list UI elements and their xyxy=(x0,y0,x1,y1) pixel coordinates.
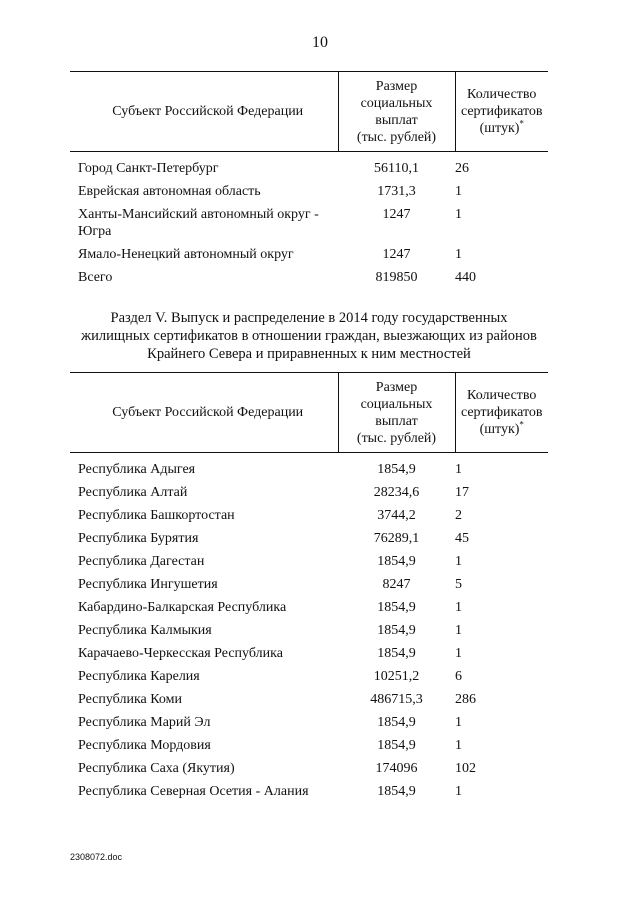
table-row xyxy=(70,711,548,734)
payment-amount-cell: 1854,9 xyxy=(377,784,416,799)
section-heading-line: Крайнего Севера и приравненных к ним местностей xyxy=(147,346,471,362)
payment-amount-cell: 3744,2 xyxy=(377,508,416,523)
table-row xyxy=(70,180,548,203)
certificate-count-cell: 102 xyxy=(455,761,476,776)
table-row xyxy=(70,734,548,757)
header-payment-line: Размер xyxy=(375,78,418,94)
table-row xyxy=(70,619,548,642)
payment-amount-cell: 8247 xyxy=(382,577,411,592)
certificates-table-2 xyxy=(70,372,548,803)
certificate-count-cell: 440 xyxy=(455,270,476,285)
subject-name-cell: Республика Марий Эл xyxy=(78,715,211,730)
section-heading-line: жилищных сертификатов в отношении граждан, выезжающих из районов xyxy=(81,328,537,344)
header-payment-line: социальных xyxy=(360,396,433,412)
header-subject: Субъект Российской Федерации xyxy=(70,72,338,152)
table-row xyxy=(70,527,548,550)
payment-amount-cell: 1854,9 xyxy=(377,738,416,753)
payment-amount-cell: 819850 xyxy=(375,270,418,285)
certificate-count-cell: 1 xyxy=(455,646,462,661)
header-count-line xyxy=(456,421,549,438)
certificate-count-cell: 45 xyxy=(455,531,469,546)
header-payment xyxy=(338,373,455,453)
subject-name-cell: Республика Алтай xyxy=(78,485,188,500)
subject-name-cell: Республика Дагестан xyxy=(78,554,205,569)
subject-name-cell: Город Санкт-Петербург xyxy=(78,161,219,176)
table-row xyxy=(70,266,548,289)
table-row xyxy=(70,688,548,711)
subject-name-cell: Республика Калмыкия xyxy=(78,623,212,638)
certificate-count-cell: 6 xyxy=(455,669,462,684)
certificate-count-cell: 5 xyxy=(455,577,462,592)
subject-name-cell: Ямало-Ненецкий автономный округ xyxy=(78,247,294,262)
subject-name-cell: Республика Саха (Якутия) xyxy=(78,761,235,776)
subject-name-cell: Республика Мордовия xyxy=(78,738,211,753)
table-row xyxy=(70,573,548,596)
subject-name-cell: Республика Бурятия xyxy=(78,531,199,546)
table-row xyxy=(70,453,548,482)
table-header-row xyxy=(70,373,548,453)
header-count xyxy=(455,72,548,152)
section-heading xyxy=(70,309,548,363)
certificate-count-cell: 17 xyxy=(455,485,469,500)
certificate-count-cell: 26 xyxy=(455,161,469,176)
header-payment-line: социальных xyxy=(360,95,433,111)
payment-amount-cell: 1854,9 xyxy=(377,600,416,615)
payment-amount-cell: 1854,9 xyxy=(377,715,416,730)
table-row xyxy=(70,550,548,573)
header-payment-line: выплат xyxy=(375,413,418,429)
table-row xyxy=(70,665,548,688)
table-row xyxy=(70,780,548,803)
header-payment xyxy=(338,72,455,152)
certificate-count-cell: 286 xyxy=(455,692,476,707)
subject-name-cell: Республика Коми xyxy=(78,692,182,707)
header-payment-line: выплат xyxy=(375,112,418,128)
certificate-count-cell: 1 xyxy=(455,207,462,222)
subject-name-cell: Ханты-Мансийский автономный округ - Югра xyxy=(78,207,319,239)
table-row xyxy=(70,596,548,619)
subject-name-cell: Республика Северная Осетия - Алания xyxy=(78,784,309,799)
footnote-mark: * xyxy=(519,419,524,430)
subject-name-cell: Республика Адыгея xyxy=(78,462,196,477)
header-payment-line: Размер xyxy=(375,379,418,395)
certificate-count-cell: 1 xyxy=(455,554,462,569)
table-row xyxy=(70,243,548,266)
table-row xyxy=(70,642,548,665)
section-heading-line: Раздел V. Выпуск и распределение в 2014 году государственных xyxy=(110,310,508,326)
payment-amount-cell: 28234,6 xyxy=(373,485,420,500)
certificate-count-cell: 1 xyxy=(455,623,462,638)
certificate-count-cell: 1 xyxy=(455,462,462,477)
subject-name-cell: Всего xyxy=(78,270,113,285)
header-count-line xyxy=(456,120,549,137)
header-count-unit: (штук) xyxy=(479,121,520,136)
payment-amount-cell: 76289,1 xyxy=(373,531,420,546)
payment-amount-cell: 1854,9 xyxy=(377,462,416,477)
header-count-line: сертификатов xyxy=(460,104,543,119)
certificate-count-cell: 1 xyxy=(455,784,462,799)
page-number: 10 xyxy=(312,34,328,51)
certificate-count-cell: 1 xyxy=(455,184,462,199)
table-row xyxy=(70,481,548,504)
payment-amount-cell: 1731,3 xyxy=(377,184,416,199)
header-count-line: Количество xyxy=(467,87,537,102)
certificate-count-cell: 1 xyxy=(455,247,462,262)
table-header-row xyxy=(70,72,548,152)
payment-amount-cell: 10251,2 xyxy=(373,669,420,684)
payment-amount-cell: 174096 xyxy=(375,761,418,776)
payment-amount-cell: 486715,3 xyxy=(370,692,423,707)
header-count-unit: (штук) xyxy=(479,422,520,437)
subject-name-cell: Республика Ингушетия xyxy=(78,577,218,592)
certificate-count-cell: 1 xyxy=(455,715,462,730)
header-payment-line: (тыс. рублей) xyxy=(356,129,437,145)
table-row xyxy=(70,757,548,780)
payment-amount-cell: 1247 xyxy=(382,207,411,222)
header-count xyxy=(455,373,548,453)
payment-amount-cell: 1854,9 xyxy=(377,554,416,569)
table-row xyxy=(70,504,548,527)
header-count-line: Количество xyxy=(467,388,537,403)
header-count-line: сертификатов xyxy=(460,405,543,420)
subject-name-cell: Карачаево-Черкесская Республика xyxy=(78,646,283,661)
subject-name-cell: Республика Карелия xyxy=(78,669,200,684)
certificates-table-1 xyxy=(70,71,548,289)
footnote-mark: * xyxy=(519,118,524,129)
payment-amount-cell: 1854,9 xyxy=(377,623,416,638)
certificate-count-cell: 2 xyxy=(455,508,462,523)
certificate-count-cell: 1 xyxy=(455,600,462,615)
header-payment-line: (тыс. рублей) xyxy=(356,430,437,446)
subject-name-cell: Еврейская автономная область xyxy=(78,184,261,199)
header-subject: Субъект Российской Федерации xyxy=(70,373,338,453)
table-row xyxy=(70,152,548,181)
table-row xyxy=(70,203,548,243)
certificate-count-cell: 1 xyxy=(455,738,462,753)
subject-name-cell: Кабардино-Балкарская Республика xyxy=(78,600,287,615)
payment-amount-cell: 56110,1 xyxy=(374,161,419,176)
footer-filename: 2308072.doc xyxy=(70,852,123,862)
payment-amount-cell: 1247 xyxy=(382,247,411,262)
payment-amount-cell: 1854,9 xyxy=(377,646,416,661)
subject-name-cell: Республика Башкортостан xyxy=(78,508,235,523)
